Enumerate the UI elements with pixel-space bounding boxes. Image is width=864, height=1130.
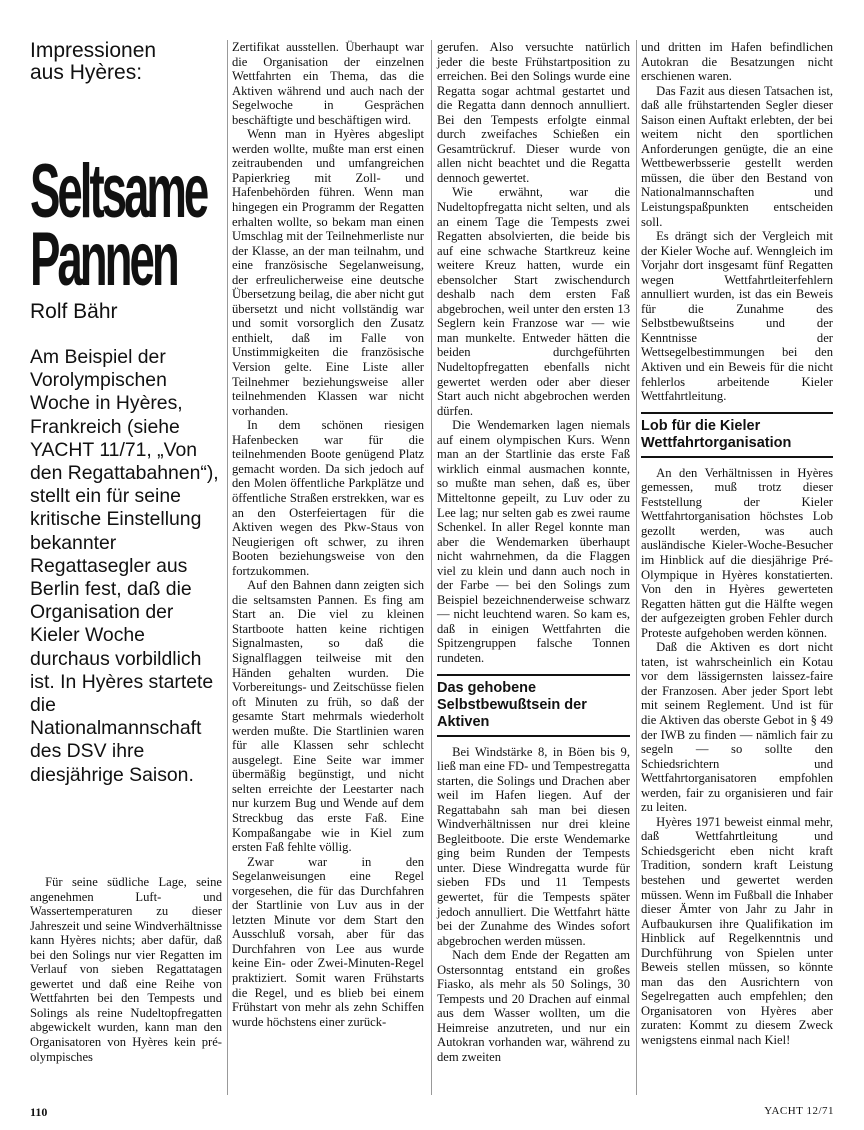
body-paragraph: Das Fazit aus diesen Tatsachen ist, daß alle frühstartenden Segler dieser Saison einen Auftakt erlebten, der bei weitem nicht den sportlichen Anforderungen genügte, die an eine Wettbewerbsserie gestellt werden müssen, die über den Bestand von Nationalmannschaften und Leistungspaßpunkten entscheiden soll. [641,83,833,229]
body-paragraph: Zwar war in den Segelanweisungen eine Regel vorgesehen, die für das Durchfahren der Startlinie von Luv aus in der letzten Minute vor dem Start den Ausschluß vorsah, aber für das Durchfahren von Lee aus wurde keine Ein- oder Zwei-Minuten-Regel praktiziert. Somit waren Frühstarts die Regel, und es blieb bei einem Frühstart von mehr als zehn Schiffen wurde höchstens einer zurück- [232,854,424,1029]
headline [30,149,228,302]
column-rule [636,40,637,1095]
column-1 [30,40,222,787]
body-paragraph: gerufen. Also versuchte natürlich jeder die beste Frühstartposition zu erreichen. Bei den Solings wurde eine Regatta sogar achtmal gestartet und die Regatta dann dennoch annulliert. Bei den Tempests erfolgte einmal durch zweifaches Schießen ein Gesamtrückruf. Dieser wurde von allen nicht beachtet und die Regatta dennoch gewertet. [437,40,630,185]
body-paragraph: Wenn man in Hyères abgeslipt werden wollte, mußte man erst einen zeitraubenden und umfangreichen Papierkrieg mit Zoll- und Hafenbehörden führen. Wenn man hingegen ein Programm der Regatten erhalten wollte, so bekam man einen Umschlag mit der Teilnehmerliste nur der Klasse, an der man teilnahm, und eine französische Segelanweisung, der erfreulicherweise eine deutsche Übersetzung beilag, die aber nicht gut übersetzt und nicht vollständig war und somit vorsorglich den Zusatz enthielt, daß im Falle von Unstimmigkeiten die französische Version gelte. Eine Liste aller Teilnehmer beziehungsweise aller teilnehmenden Klassen war nicht vorhanden. [232,127,424,418]
headline-line-1: Seltsame [30,149,207,234]
body-paragraph: und dritten im Hafen befindlichen Autokran die Besatzungen nicht erschienen waren. [641,40,833,84]
column-3 [437,40,630,1065]
author-byline: Rolf Bähr [30,300,118,323]
column-2 [232,40,424,1029]
body-paragraph: Für seine südliche Lage, seine angenehmen Luft- und Wassertemperaturen zu dieser Jahreszeit und seine Windverhältnisse kann Hyères nichts; aber dafür, daß bei den Solings nur vier Regatten im Verlauf von sieben Regattatagen gewertet und daß eine Reihe von Wettfahrten bei den Tempests und Solings als reine Nudeltopfregatten abgewickelt wurden, kann man den Organisatoren von Hyères kein pré-olympisches [30,875,222,1064]
body-paragraph: Zertifikat ausstellen. Überhaupt war die Organisation der einzelnen Wettfahrten ein Thema, das die Aktiven während und auch nach der Segelwoche in Gesprächen beschäftigte und beschäftigen wird. [232,40,424,127]
column-rule [431,40,432,1095]
body-paragraph: Hyères 1971 beweist einmal mehr, daß Wettfahrtleitung und Schiedsgericht eben nicht kraft Tradition, sondern kraft Leistung bestehen und gewertet werden müssen. Wenn im Fußball die Inhaber dieser Ämter von Jahr zu Jahr in Aufbaukursen ihre Qualifikation im Hinblick auf Regelkenntnis und Durchführung von Spielen unter Beweis stellen müssen, so könnte man das den Ausrichtern von Segelregatten auch empfehlen; den Organisatoren von Hyères aber zuraten: Kommt zu diesem Zweck wenigstens einmal nach Kiel! [641,814,833,1047]
body-paragraph: Wie erwähnt, war die Nudeltopfregatta nicht selten, und als an einem Tage die Tempests zwei Regatten absolvierten, die beide bis auf eine schwache Startkreuz keine weitere Kreuz hatten, wurde ein ebensolcher Start zwischendurch deshalb nach dem ersten Faß abgebrochen, weil unter den ersten 13 Seglern kein Franzose war — wie man munkelte. Entweder hätten die beiden durchgeführten Nudeltopfregatten ebenfalls nicht gewertet werden oder aber dieser Start auch nicht abgebrochen werden dürfen. [437,185,630,418]
body-paragraph: Die Wendemarken lagen niemals auf einem olympischen Kurs. Wenn man an der Startlinie das erste Faß wirklich einmal ausmachen konnte, so mußte man sehen, daß es, über Mitteltonne gepeilt, zu Luv oder zu Lee lag; nur selten gab es zwei raume Schenkel. In aller Regel konnte man aber die Wendemarken überhaupt nicht wahrnehmen, da die Flaggen viel zu klein und dann auch noch in der Farbe — bei den Solings zum Beispiel bezeichnenderweise schwarz — nicht leuchtend waren. So kam es, daß in einigen Wettfahrten die Spitzengruppen falsche Tonnen rundeten. [437,418,630,665]
kicker: Impressionen aus Hyères: [30,39,157,84]
subheading: Lob für die Kieler Wettfahrtorganisation [641,412,833,458]
issue-label: YACHT 12/71 [764,1105,834,1117]
body-paragraph: Bei Windstärke 8, in Böen bis 9, ließ man eine FD- und Tempestregatta starten, die Solings und Drachen aber weil im Hafen liegen. Auf der Regattabahn sah man bei diesen Windverhältnissen nur drei kleine Begleitboote. Die erste Wendemarke ging beim Runden der Tempests unter. Diese Windregatta wurde für sieben FDs und 11 Tempests gewertet, für die Tempests später jedoch annulliert. Die Wettfahrt hätte bei der Zunahme des Windes sofort abgebrochen werden müssen. [437,744,630,948]
headline-line-2: Pannen [30,217,177,302]
subheading: Das gehobene Selbstbewußtsein der Aktiven [437,674,630,737]
body-paragraph: An den Verhältnissen in Hyères gemessen, muß trotz dieser Feststellung der Kieler Wettfahrtorganisation höchstes Lob gezollt werden, was auch ausländische Kieler-Woche-Besucher im Hinblick auf die diesjährige Pré-Olympique in Hyères konstatierten. Von den in Hyères gewerteten Regatten hätten gut die Hälfte wegen der aufgezeigten groben Fehler durch Proteste aufgehoben werden können. [641,465,833,640]
body-paragraph: Daß die Aktiven es dort nicht taten, ist wahrscheinlich ein Kotau vor dem lässigernsten laissez-faire der Franzosen. Aber jeder Sport lebt mit seinem Reglement. Und ist für die Aktiven das oberste Gebot in § 49 der IWB zu finden — nämlich fair zu segeln — so sollte den Schiedsrichtern und Wettfahrtorganisatoren empfohlen werden, fair zu organisieren und fair zu leiten. [641,640,833,815]
column-rule [227,40,228,1095]
body-paragraph: Auf den Bahnen dann zeigten sich die seltsamsten Pannen. Es fing am Start an. Die viel zu kleinen Startboote hatten keine richtigen Signalmasten, so daß die Signalflaggen teilweise mit den Händen gehalten wurden. Die Vorbereitungs- und Zeitschüsse fielen oft Minuten zu früh, so daß der gesamte Start mehrmals wiederholt werden mußte. Die Startlinien waren für alle Klassen sehr schlecht ausgelegt. Eine Seite war immer übermäßig begünstigt, und nicht selten erreichte der Leestarter nach nur kurzem Bug und Wende auf dem Streckbug das erste Faß. Eine Kompaßangabe wie in Kiel zum ersten Faß fehlte völlig. [232,578,424,855]
page-number: 110 [30,1105,48,1119]
lead-paragraph: Am Beispiel der Vorolympischen Woche in Hyères, Frankreich (siehe YACHT 11/71, „Von den Regattabahnen“), stellt ein für seine kritische Einstellung bekannter Regattasegler aus Berlin fest, daß die Organisation der Kieler Woche durchaus vorbildlich ist. In Hyères startete die Nationalmannschaft des DSV ihre diesjährige Saison. [30,346,219,786]
body-paragraph: In dem schönen riesigen Hafenbecken war für die teilnehmenden Boote genügend Platz gemacht worden. Da sich jedoch auf den Molen öffentliche Parkplätze und öffentliche Straßen erstrekken, war es an den Osterfeiertagen für die Aktiven wegen des Pkw-Staus von Neugierigen oft schwer, zu ihren Booten beziehungsweise von den fortzukommen. [232,418,424,578]
body-paragraph: Es drängt sich der Vergleich mit der Kieler Woche auf. Wenngleich im Vorjahr dort insgesamt fünf Regatten wegen Wettfahrtleiterfehlern annulliert wurden, ist das ein Beweis für die Zunahme des Selbstbewußtseins und der Kenntnisse der Wettsegelbestimmungen bei den Aktiven und ein Beweis für die nicht fehlerlos arbeitende Kieler Wettfahrtleitung. [641,229,833,404]
column-4 [641,40,833,1048]
body-paragraph: Nach dem Ende der Regatten am Ostersonntag entstand ein großes Fiasko, als mehr als 50 Solings, 30 Tempests und 20 Drachen auf einmal aus dem Wasser wollten, um die Heimreise anzutreten, und nur ein Autokran vorhanden war, während zu dem zweiten [437,948,630,1064]
